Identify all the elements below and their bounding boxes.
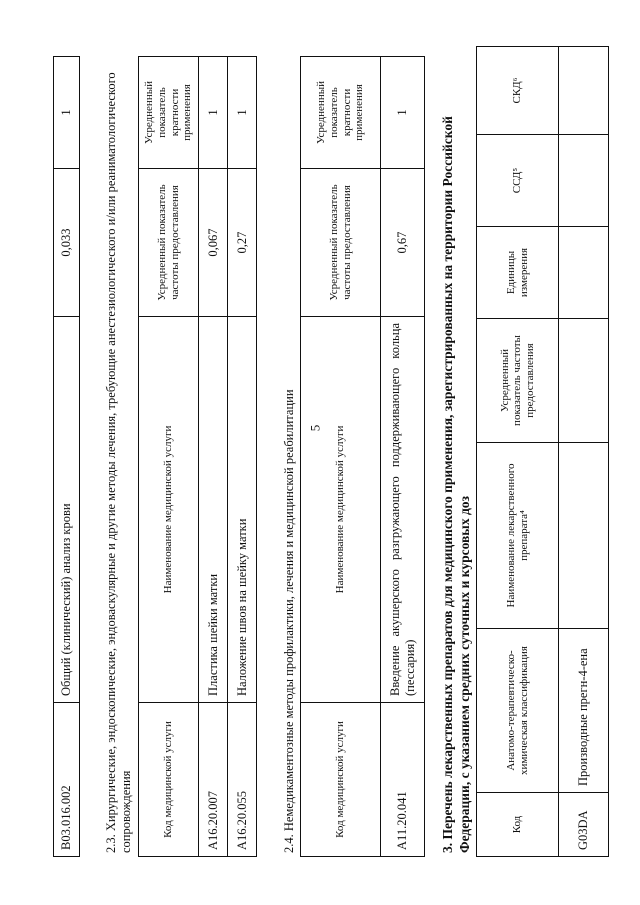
service-code: A16.20.055 xyxy=(228,703,257,857)
frequency-value xyxy=(559,319,609,443)
table-row xyxy=(228,57,257,857)
service-code: B03.016.002 xyxy=(54,703,80,857)
section-2-4-title: 2.4. Немедикаментозные методы профилактики, лечения и медицинской реабилитации xyxy=(282,389,296,853)
drug-name xyxy=(559,443,609,629)
header-multiplicity: Усредненный показатель кратности применения xyxy=(301,57,381,169)
section-2-4-table xyxy=(300,56,425,857)
service-name: Общий (клинический) анализ крови xyxy=(54,317,80,703)
skd-value xyxy=(559,47,609,135)
header-name: Наименование медицинской услуги xyxy=(139,317,199,703)
service-name: Пластика шейки матки xyxy=(199,317,228,703)
frequency-value: 0,67 xyxy=(381,169,425,317)
frequency-value: 0,033 xyxy=(54,169,80,317)
header-drug-name: Наименование лекарственного препарата⁴ xyxy=(477,443,559,629)
service-code: A11.20.041 xyxy=(381,703,425,857)
page-number: 5 xyxy=(307,424,323,432)
table-header-row xyxy=(139,57,199,857)
multiplicity-value: 1 xyxy=(54,57,80,169)
header-code: Код медицинской услуги xyxy=(301,703,381,857)
table-row xyxy=(54,57,80,857)
table-row xyxy=(381,57,425,857)
frequency-value: 0,067 xyxy=(199,169,228,317)
service-name: Введение акушерского разгружающего поддерживающего кольца (пессария) xyxy=(381,317,425,703)
table-row xyxy=(559,47,609,857)
header-code: Код медицинской услуги xyxy=(139,703,199,857)
header-frequency: Усредненный показатель частоты предоставления xyxy=(477,319,559,443)
service-code: A16.20.007 xyxy=(199,703,228,857)
ssd-value xyxy=(559,135,609,227)
header-frequency: Усредненный показатель частоты предоставления xyxy=(139,169,199,317)
header-ssd: ССД⁵ xyxy=(477,135,559,227)
drug-code: G03DA xyxy=(559,793,609,857)
header-code: Код xyxy=(477,793,559,857)
header-unit: Единицы измерения xyxy=(477,227,559,319)
section-2-3-title: 2.3. Хирургические, эндоскопические, эндоваскулярные и другие методы лечения, требующие анестезиологического и/или реаниматологического сопровождения xyxy=(104,72,133,853)
top-table xyxy=(53,56,80,857)
multiplicity-value: 1 xyxy=(228,57,257,169)
multiplicity-value: 1 xyxy=(199,57,228,169)
service-name: Наложение швов на шейку матки xyxy=(228,317,257,703)
header-skd: СКД⁶ xyxy=(477,47,559,135)
table-header-row xyxy=(477,47,559,857)
section-3-table xyxy=(476,46,609,857)
frequency-value: 0,27 xyxy=(228,169,257,317)
section-2-3-table xyxy=(138,56,257,857)
multiplicity-value: 1 xyxy=(381,57,425,169)
header-name: Наименование медицинской услуги xyxy=(301,317,381,703)
atc-group: Производные прегн-4-ена xyxy=(559,629,609,793)
table-header-row xyxy=(301,57,381,857)
section-3-title: 3. Перечень лекарственных препаратов для медицинского применения, зарегистрированных на территории Российской Федерации, с указанием средних суточных и курсовых доз xyxy=(440,116,472,853)
header-multiplicity: Усредненный показатель кратности применения xyxy=(139,57,199,169)
header-frequency: Усредненный показатель частоты предоставления xyxy=(301,169,381,317)
table-row xyxy=(199,57,228,857)
header-atc: Анатомо-терапевтическо-химическая классификация xyxy=(477,629,559,793)
unit-value xyxy=(559,227,609,319)
